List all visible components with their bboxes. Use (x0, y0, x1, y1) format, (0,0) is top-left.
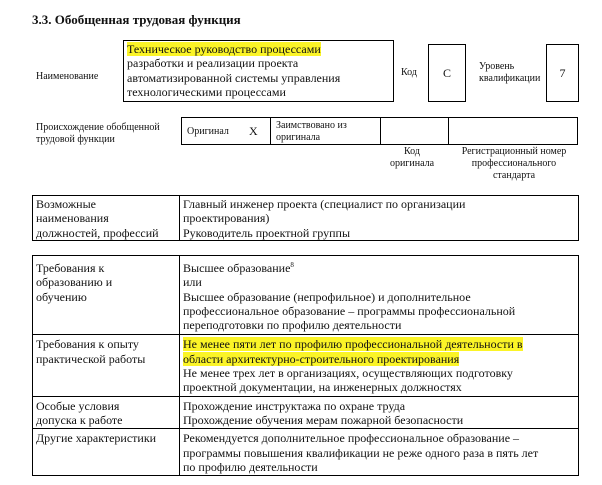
name-label: Наименование (36, 71, 99, 82)
code-value: C (428, 44, 466, 102)
borrowed-label: Заимствовано из оригинала (276, 120, 347, 143)
table-row (33, 256, 579, 335)
table-row (33, 429, 579, 476)
function-name-line-2: разработки и реализации проекта (127, 56, 299, 71)
other-label: Другие характеристики (33, 429, 180, 476)
origin-box (181, 117, 578, 145)
original-mark: X (249, 124, 258, 138)
admission-label: Особые условия допуска к работе (33, 396, 180, 429)
code-label: Код (401, 67, 417, 78)
experience-label: Требования к опыту практической работы (33, 335, 180, 396)
highlight: Не менее пяти лет по профилю профессиональной деятельности в (183, 337, 523, 352)
function-name-line-3: автоматизированной системы управления (127, 70, 341, 85)
table-row (33, 196, 579, 241)
table-row (33, 396, 579, 429)
admission-value: Прохождение инструктажа по охране труда Прохождение обучения мерам пожарной безопасности (180, 396, 579, 429)
positions-value: Главный инженер проекта (специалист по организации проектирования) Руководитель проектной группы (180, 196, 579, 241)
level-label: Уровень квалификации (479, 61, 541, 84)
highlight: области архитектурно-строительного проектирования (183, 351, 460, 366)
education-label: Требования к образованию и обучению (33, 256, 180, 335)
original-label: Оригинал (187, 126, 229, 137)
positions-label: Возможные наименования должностей, профессий (33, 196, 180, 241)
other-value: Рекомендуется дополнительное профессиональное образование – программы повышения квалификации не реже одного раза в пять лет по профилю деятельности (180, 429, 579, 476)
code-original-caption: Код оригинала (389, 146, 435, 169)
level-value: 7 (546, 44, 579, 102)
education-value: Высшее образование$^8$ или Высшее образование (непрофильное) и дополнительное профессиональное образование – программы профессиональной переподготовки по профилю деятельности (180, 256, 579, 335)
positions-table (32, 195, 579, 241)
reg-number-caption: Регистрационный номер профессионального стандарта (461, 146, 567, 181)
footnote-mark: 8 (290, 261, 294, 269)
function-name-box (123, 40, 394, 102)
origin-label: Происхождение обобщенной трудовой функции (36, 122, 160, 145)
function-name-line-4: технологическими процессами (127, 84, 286, 99)
requirements-table (32, 255, 579, 476)
function-name-line-1: Техническое руководство процессами (127, 42, 321, 56)
table-row (33, 335, 579, 396)
experience-value: Не менее пяти лет по профилю профессиональной деятельности в области архитектурно-строительного проектирования Не менее трех лет в организациях, осуществляющих подготовку проектной документации, на инженерных должностях (180, 335, 579, 396)
section-title: 3.3. Обобщенная трудовая функция (32, 12, 241, 27)
